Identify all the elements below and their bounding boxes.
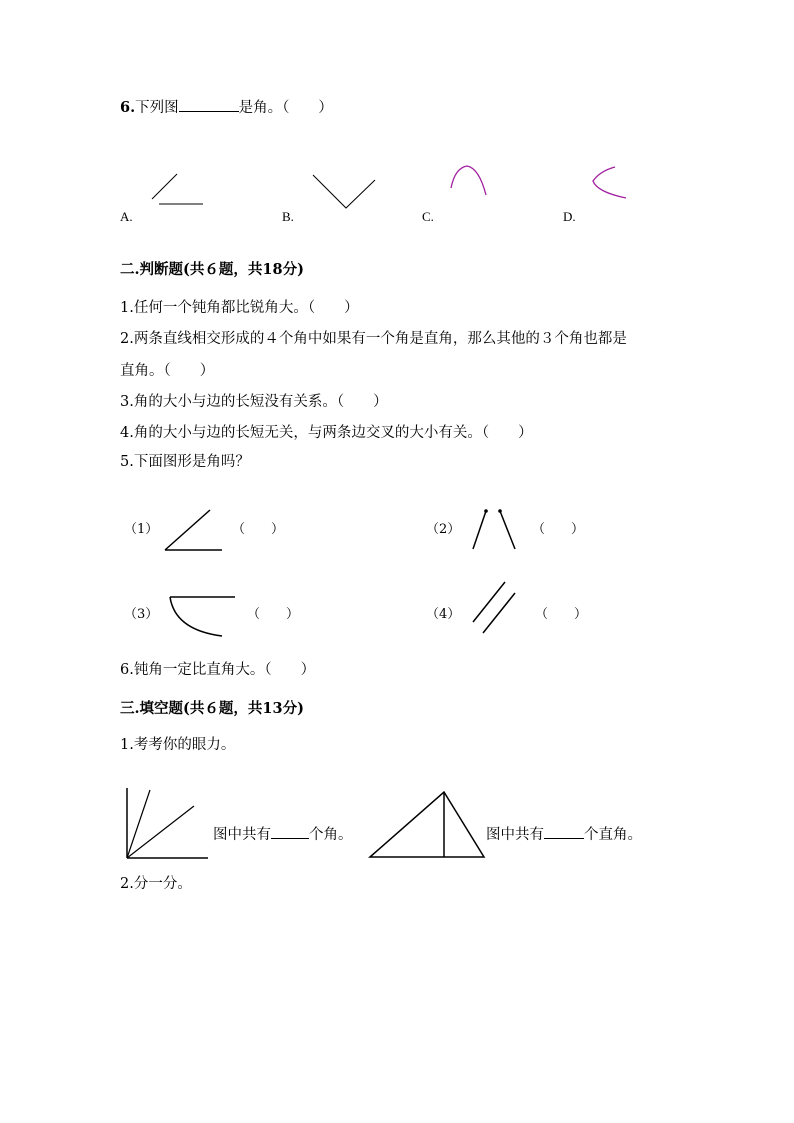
option-c-label[interactable]: C. [422, 209, 434, 224]
section2-heading: 二.判断题(共６题，共18分) [120, 261, 304, 278]
s3-item-1: 1.考考你的眼力。 [120, 737, 236, 753]
option-d-label[interactable]: D. [563, 209, 576, 224]
s2-item-2: 2.两条直线相交形成的４个角中如果有一个角是直角，那么其他的３个角也都是 [120, 331, 627, 347]
triangle-figure [370, 792, 484, 857]
fig2-paren[interactable]: （ ） [532, 522, 585, 537]
fig1-paren[interactable]: （ ） [232, 522, 285, 537]
fig3-label: （3） [124, 607, 159, 622]
fig2-blank[interactable] [544, 838, 584, 839]
q6-text-after: 是角。（ ） [238, 100, 333, 116]
s2-item-4: 4.角的大小与边的长短无关，与两条边交叉的大小有关。（ ） [120, 425, 533, 441]
s2-item-6: 6.钝角一定比直角大。（ ） [120, 662, 316, 678]
option-b-label[interactable]: B. [282, 209, 294, 224]
fig1-blank[interactable] [271, 838, 309, 839]
fig1-caption-after: 个角。 [309, 827, 353, 843]
s3-fig2-caption [486, 828, 642, 843]
fig2-caption-after: 个直角。 [584, 827, 642, 843]
q6-text-before: 下列图 [135, 100, 179, 116]
rays-figure [127, 788, 208, 858]
s3-item-2: 2.分一分。 [120, 876, 192, 892]
s2-item-2-cont: 直角。（ ） [120, 363, 215, 379]
s2-item-1: 1.任何一个钝角都比锐角大。（ ） [120, 300, 359, 316]
q6-number: 6. [120, 99, 136, 116]
s2-item-3: 3.角的大小与边的长短没有关系。（ ） [120, 394, 388, 410]
fig2-label: （2） [426, 522, 461, 537]
s2-item-5: 5.下面图形是角吗？ [120, 454, 250, 470]
fig4-label: （4） [426, 607, 461, 622]
fig1-caption-before: 图中共有 [213, 827, 271, 843]
fig2-caption-before: 图中共有 [486, 827, 544, 843]
fig4-paren[interactable]: （ ） [535, 607, 588, 622]
option-a-label[interactable]: A. [120, 209, 133, 224]
fig3-paren[interactable]: （ ） [247, 607, 300, 622]
fig1-label: （1） [124, 522, 159, 537]
section3-heading: 三.填空题(共６题，共13分) [120, 700, 304, 717]
s3-fig1-caption [213, 828, 353, 843]
